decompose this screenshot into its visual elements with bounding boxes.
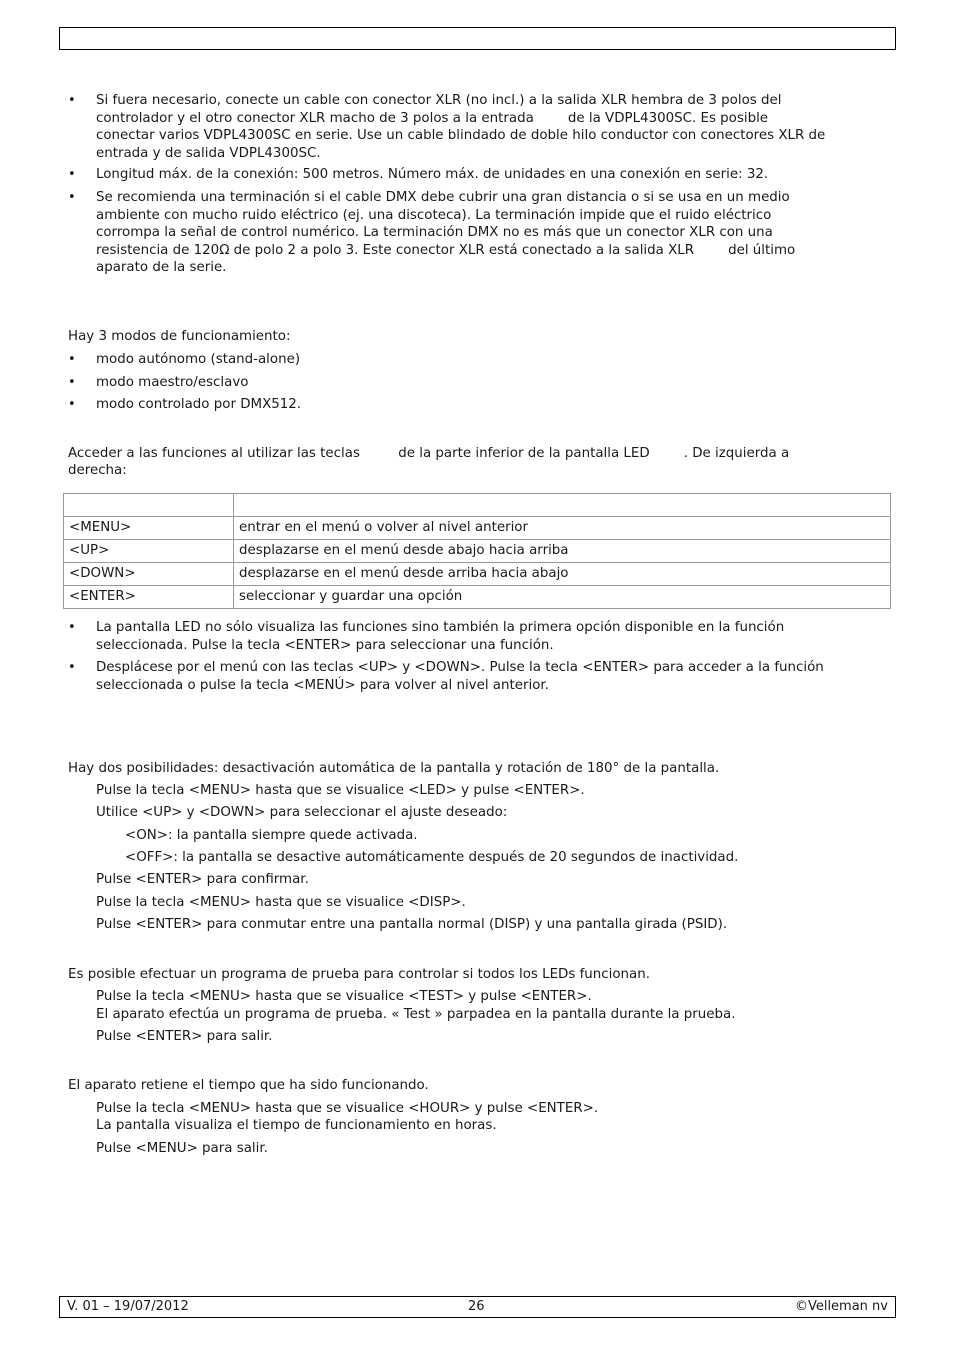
- hours-step: Pulse <MENU> para salir.: [96, 1141, 268, 1156]
- table-header-cell: [234, 494, 891, 517]
- footer-page-number: 26: [468, 1299, 485, 1314]
- text-line: Si fuera necesario, conecte un cable con conector XLR (no incl.) a la salida XLR hembra de 3 polos del: [96, 93, 782, 108]
- footer-copyright: ©Velleman nv: [794, 1299, 888, 1314]
- text-line: conectar varios VDPL4300SC en serie. Use un cable blindado de doble hilo conductor con conectores XLR de: [96, 128, 826, 143]
- key-cell: <DOWN>: [64, 563, 234, 586]
- text-line: La pantalla LED no sólo visualiza las funciones sino también la primera opción disponible en la función: [96, 620, 785, 635]
- key-cell: <MENU>: [64, 517, 234, 540]
- text-line: corrompa la señal de control numérico. La terminación DMX no es más que un conector XLR con una: [96, 225, 773, 240]
- display-option-off: <OFF>: la pantalla se desactive automáticamente después de 20 segundos de inactividad.: [125, 850, 739, 865]
- bullet-dot: •: [68, 620, 76, 635]
- text-line: aparato de la serie.: [96, 260, 227, 275]
- bullet-dot: •: [68, 352, 76, 367]
- hours-step-detail: La pantalla visualiza el tiempo de funcionamiento en horas.: [96, 1118, 497, 1133]
- text-line: seleccionada. Pulse la tecla <ENTER> para seleccionar una función.: [96, 637, 554, 653]
- display-step: Pulse la tecla <MENU> hasta que se visualice <DISP>.: [96, 895, 466, 910]
- test-step: Pulse la tecla <MENU> hasta que se visualice <TEST> y pulse <ENTER>.: [96, 989, 592, 1004]
- text-line: seleccionada o pulse la tecla <MENÚ> para volver al nivel anterior.: [96, 677, 549, 693]
- bullet-dot: •: [68, 167, 76, 182]
- display-option-on: <ON>: la pantalla siempre quede activada.: [125, 828, 418, 843]
- test-intro: Es posible efectuar un programa de prueba para controlar si todos los LEDs funcionan.: [68, 967, 650, 982]
- text-line: Desplácese por el menú con las teclas <UP> y <DOWN>. Pulse la tecla <ENTER> para acceder a la función: [96, 660, 824, 675]
- text-line: controlador y el otro conector XLR macho de 3 polos a la entrada de la VDPL4300SC. Es posible: [96, 110, 769, 126]
- bullet-dot: •: [68, 190, 76, 205]
- modes-intro: Hay 3 modos de funcionamiento:: [68, 329, 291, 344]
- table-header-cell: [64, 494, 234, 517]
- table-row: [64, 586, 891, 609]
- connection-bullet-1: [96, 92, 896, 162]
- text-line: resistencia de 120Ω de polo 2 a polo 3. Este conector XLR está conectado a la salida XLR del último: [96, 242, 796, 258]
- bullet-dot: •: [68, 375, 76, 390]
- test-step-detail: El aparato efectúa un programa de prueba. « Test » parpadea en la pantalla durante la prueba.: [96, 1007, 736, 1022]
- display-step: Utilice <UP> y <DOWN> para seleccionar el ajuste deseado:: [96, 805, 508, 820]
- hours-step: Pulse la tecla <MENU> hasta que se visualice <HOUR> y pulse <ENTER>.: [96, 1101, 599, 1116]
- desc-cell: entrar en el menú o volver al nivel anterior: [234, 517, 891, 540]
- hours-intro: El aparato retiene el tiempo que ha sido funcionando.: [68, 1078, 429, 1093]
- keys-table: [63, 493, 891, 609]
- desc-cell: seleccionar y guardar una opción: [234, 586, 891, 609]
- bullet-dot: •: [68, 660, 76, 675]
- display-intro: Hay dos posibilidades: desactivación automática de la pantalla y rotación de 180° de la pantalla.: [68, 761, 720, 776]
- desc-cell: desplazarse en el menú desde abajo hacia arriba: [234, 540, 891, 563]
- keys-intro-line1: Acceder a las funciones al utilizar las teclas de la parte inferior de la pantalla LED . De izquierda a: [68, 446, 790, 461]
- table-row: [64, 517, 891, 540]
- mode-item: modo controlado por DMX512.: [96, 397, 302, 412]
- keys-note-2: [96, 659, 896, 694]
- mode-item: modo maestro/esclavo: [96, 375, 249, 390]
- connection-bullet-3: [96, 189, 896, 277]
- table-row: [64, 540, 891, 563]
- test-step: Pulse <ENTER> para salir.: [96, 1029, 273, 1044]
- display-step: Pulse la tecla <MENU> hasta que se visualice <LED> y pulse <ENTER>.: [96, 783, 585, 798]
- key-cell: <UP>: [64, 540, 234, 563]
- table-header-row: [64, 494, 891, 517]
- text-line: entrada y de salida VDPL4300SC.: [96, 145, 321, 161]
- header-box: [59, 27, 896, 50]
- mode-item: modo autónomo (stand-alone): [96, 352, 301, 367]
- footer-version: V. 01 – 19/07/2012: [67, 1299, 189, 1314]
- text-line: Longitud máx. de la conexión: 500 metros. Número máx. de unidades en una conexión en serie: 32.: [96, 167, 769, 182]
- text-line: ambiente con mucho ruido eléctrico (ej. una discoteca). La terminación impide que el ruido eléctrico: [96, 207, 772, 223]
- keys-note-1: [96, 619, 896, 654]
- bullet-dot: •: [68, 93, 76, 108]
- bullet-dot: •: [68, 397, 76, 412]
- key-cell: <ENTER>: [64, 586, 234, 609]
- display-step: Pulse <ENTER> para conmutar entre una pantalla normal (DISP) y una pantalla girada (PSID).: [96, 917, 728, 932]
- table-row: [64, 563, 891, 586]
- keys-intro-line2: derecha:: [68, 463, 127, 478]
- desc-cell: desplazarse en el menú desde arriba hacia abajo: [234, 563, 891, 586]
- display-step: Pulse <ENTER> para confirmar.: [96, 872, 309, 887]
- text-line: Se recomienda una terminación si el cable DMX debe cubrir una gran distancia o si se usa en un medio: [96, 190, 790, 205]
- connection-bullet-2: [96, 166, 896, 184]
